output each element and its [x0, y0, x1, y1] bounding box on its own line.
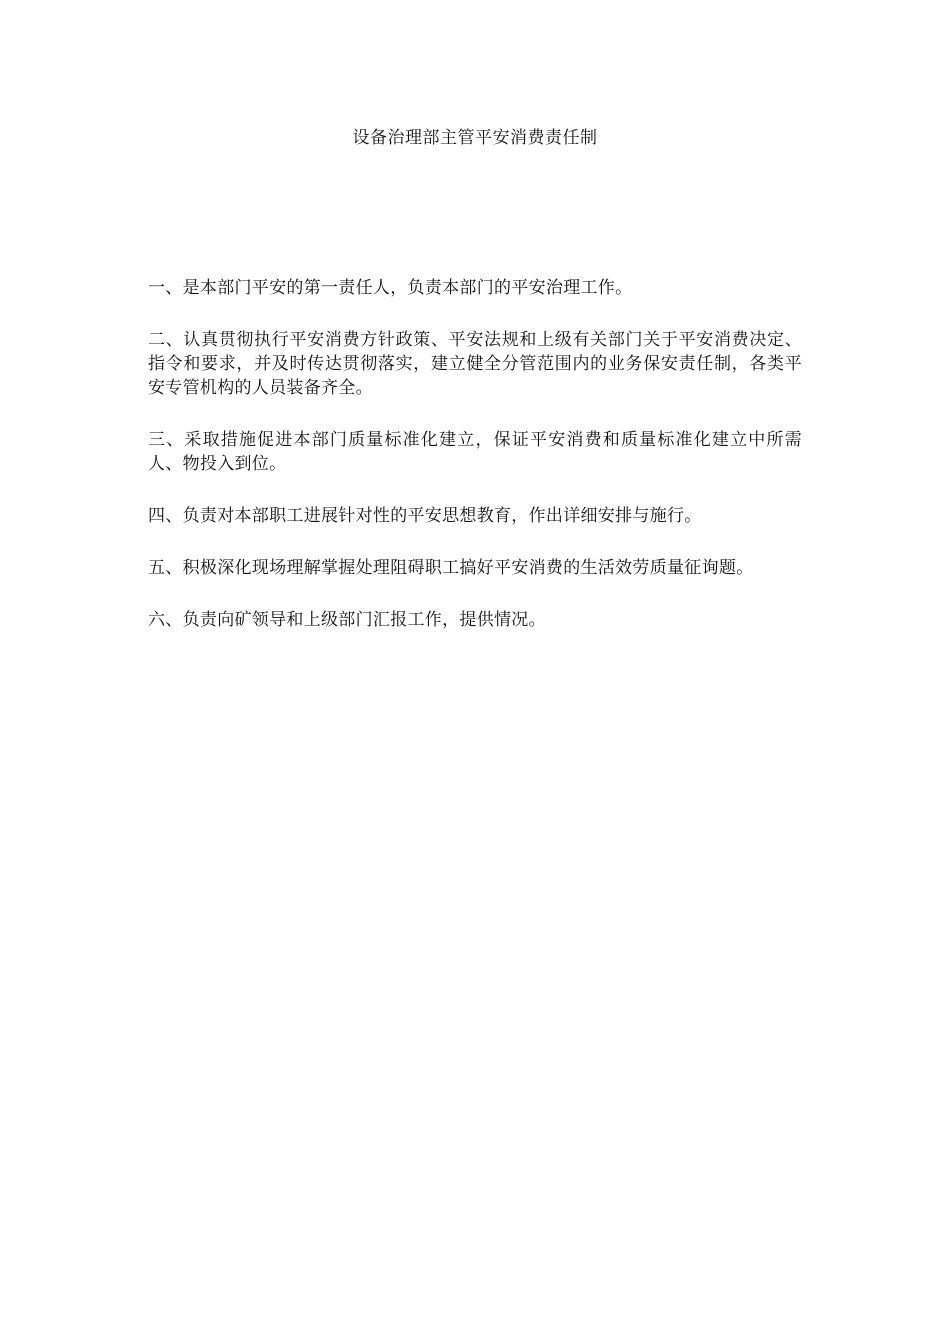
- document-title: 设备治理部主管平安消费责任制: [352, 128, 598, 148]
- paragraph-1: 一、是本部门平安的第一责任人，负责本部门的平安治理工作。: [148, 278, 633, 298]
- paragraph-3: 三、采取措施促进本部门质量标准化建立，保证平安消费和质量标准化建立中所需人、物投入到位。: [148, 430, 802, 474]
- paragraph-5: 五、积极深化现场理解掌握处理阻碍职工搞好平安消费的生活效劳质量征询题。: [148, 558, 754, 578]
- document-body: [148, 276, 802, 660]
- paragraph-4: 四、负责对本部职工进展针对性的平安思想教育，作出详细安排与施行。: [148, 506, 702, 526]
- paragraph-6: 六、负责向矿领导和上级部门汇报工作，提供情况。: [148, 610, 546, 630]
- paragraph-2: 二、认真贯彻执行平安消费方针政策、平安法规和上级有关部门关于平安消费决定、指令和要求，并及时传达贯彻落实，建立健全分管范围内的业务保安责任制，各类平安专管机构的人员装备齐全。: [148, 330, 802, 398]
